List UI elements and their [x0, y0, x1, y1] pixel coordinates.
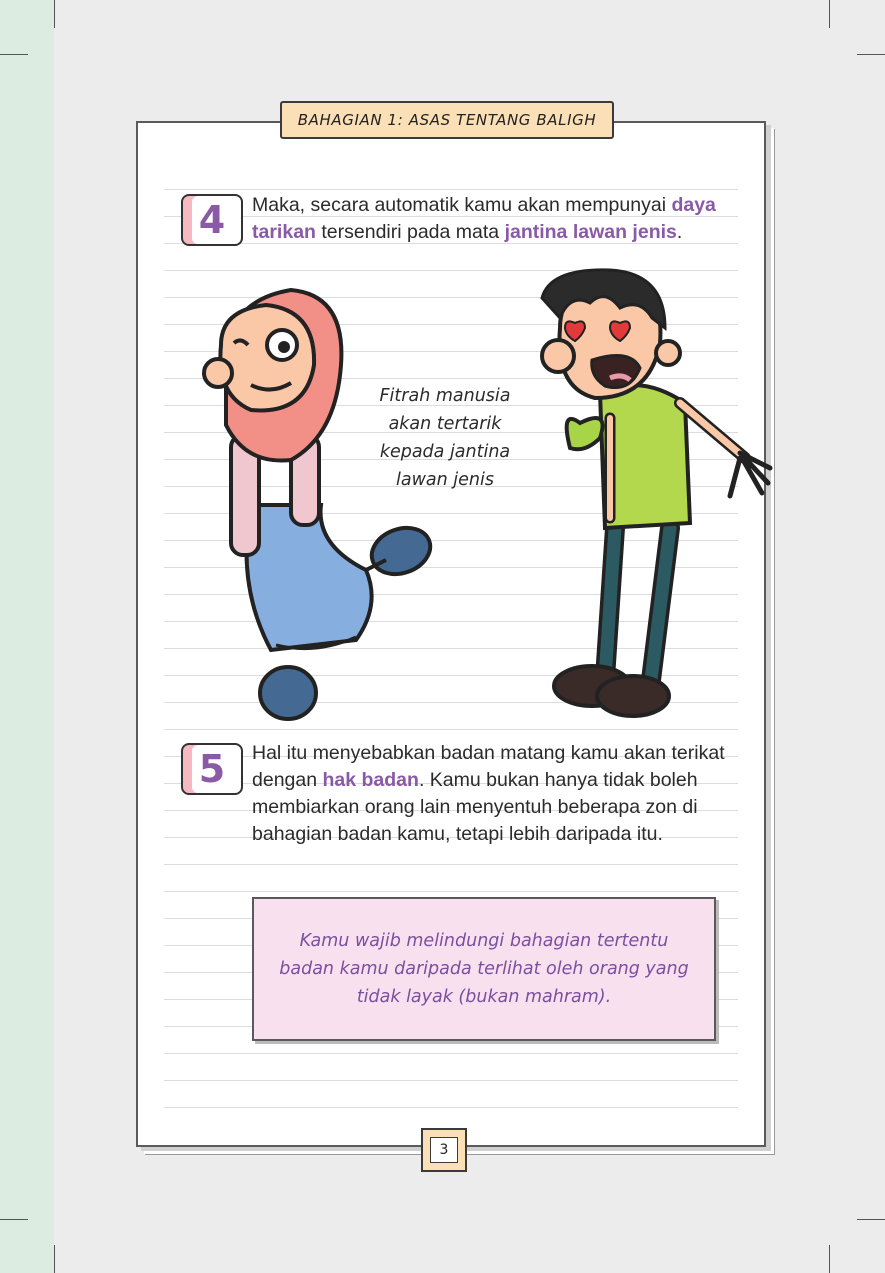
point-4-text: Maka, secara automatik kamu akan mempunyai daya tarikan tersendiri pada mata jantina lawan jenis.: [252, 194, 716, 243]
crop-mark: [829, 0, 830, 28]
crop-mark: [54, 1245, 55, 1273]
point-number-5: 5: [181, 743, 243, 795]
illustration-caption: Fitrah manusia akan tertarik kepada jantina lawan jenis: [379, 386, 511, 490]
highlight-hak-badan: hak badan: [322, 769, 419, 791]
side-strip: [0, 0, 54, 1273]
section-title: BAHAGIAN 1: ASAS TENTANG BALIGH: [297, 111, 597, 129]
note-box: [252, 897, 716, 1041]
crop-mark: [857, 54, 885, 55]
point-number-4: 4: [181, 194, 243, 246]
crop-mark: [829, 1245, 830, 1273]
section-header: [280, 101, 614, 139]
crop-mark: [54, 0, 55, 28]
crop-mark: [857, 1219, 885, 1220]
point-5-text: Hal itu menyebabkan badan matang kamu akan terikat dengan hak badan. Kamu bukan hanya tidak boleh membiarkan orang lain menyentuh beberapa zon di bahagian badan kamu, tetapi lebih daripada itu.: [252, 742, 725, 845]
girl-illustration: [196, 285, 436, 725]
page-number-badge: [421, 1128, 467, 1172]
highlight-jantina-lawan-jenis: jantina lawan jenis: [504, 221, 677, 243]
note-text: Kamu wajib melindungi bahagian tertentu badan kamu daripada terlihat oleh orang yang tidak layak (bukan mahram).: [279, 931, 689, 1007]
crop-mark: [0, 1219, 28, 1220]
highlight-daya-tarikan: daya tarikan: [252, 194, 716, 243]
boy-illustration: [530, 268, 780, 723]
page-number: 3: [430, 1137, 458, 1163]
crop-mark: [0, 54, 28, 55]
